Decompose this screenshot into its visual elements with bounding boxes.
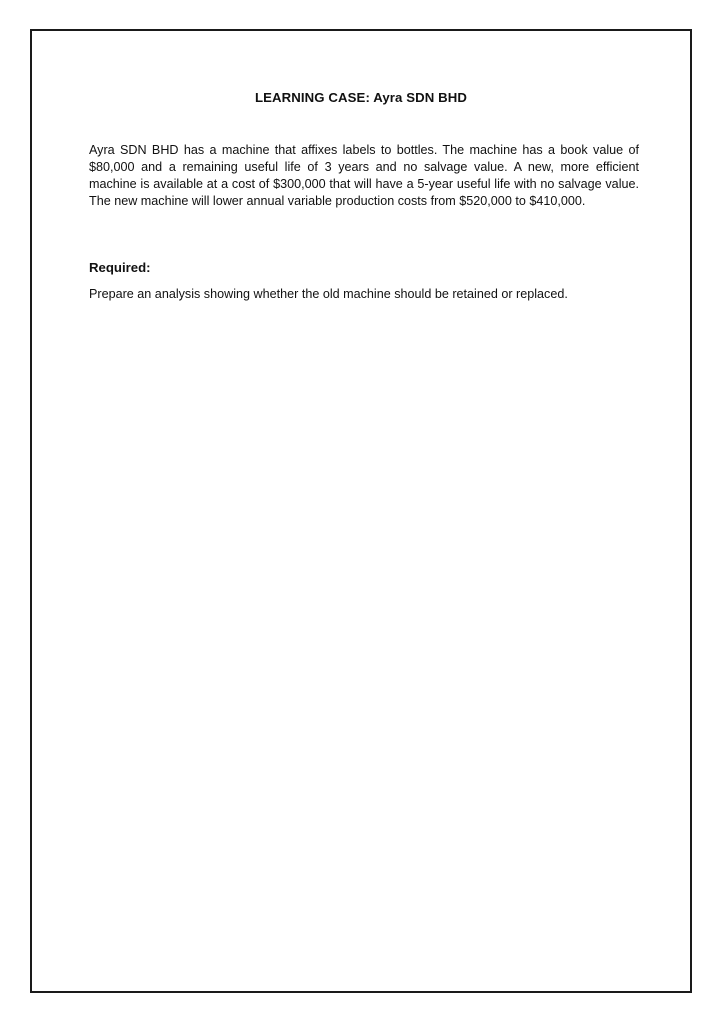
required-heading: Required: [89,260,151,275]
case-title: LEARNING CASE: Ayra SDN BHD [254,90,467,105]
case-description: Ayra SDN BHD has a machine that affixes labels to bottles. The machine has a book value of $80,000 and a remaining useful life of 3 years and no salvage value. A new, more efficient machine is available at a cost of $300,000 that will have a 5-year useful life with no salvage value. The new machine will lower annual variable production costs from $520,000 to $410,000. [89,143,639,208]
required-task: Prepare an analysis showing whether the old machine should be retained or replaced. [89,287,568,301]
page-frame [30,29,692,993]
